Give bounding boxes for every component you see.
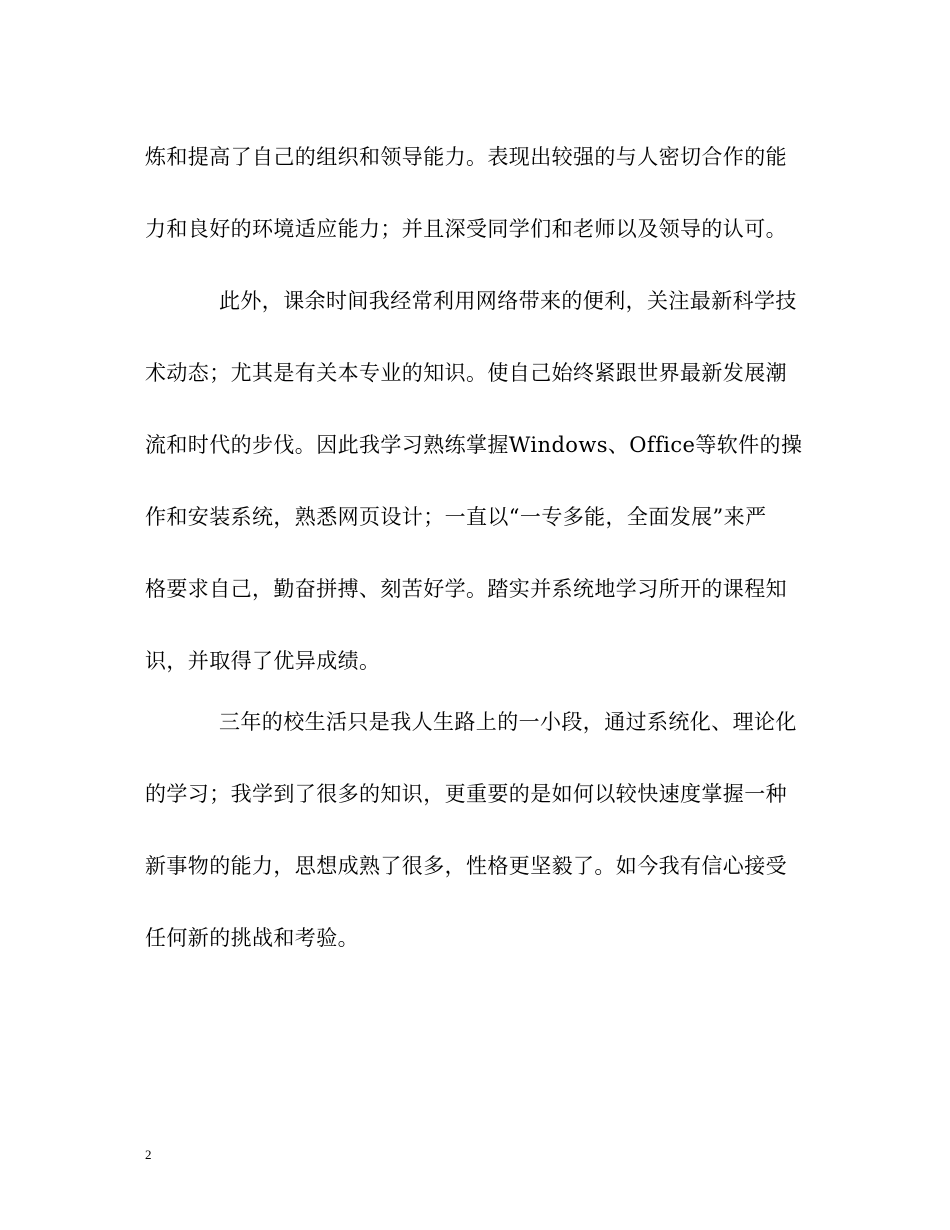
text-line-8: 识，并取得了优异成绩。 [145, 649, 381, 673]
text-line-9: 三年的校生活只是我人生路上的一小段，通过系统化、理论化 [219, 710, 797, 734]
text-line-3: 此外，课余时间我经常利用网络带来的便利，关注最新科学技 [219, 289, 797, 313]
text-line-7: 格要求自己，勤奋拼搏、刻苦好学。踏实并系统地学习所开的课程知 [145, 577, 787, 601]
text-line-6: 作和安装系统，熟悉网页设计；一直以“一专多能，全面发展”来严 [145, 505, 767, 529]
text-line-4: 术动态；尤其是有关本专业的知识。使自己始终紧跟世界最新发展潮 [145, 361, 787, 385]
page-number: 2 [145, 1147, 152, 1162]
text-line-10: 的学习；我学到了很多的知识，更重要的是如何以较快速度掌握一种 [145, 782, 787, 806]
text-line-11: 新事物的能力，思想成熟了很多，性格更坚毅了。如今我有信心接受 [145, 854, 787, 878]
text-line-12: 任何新的挑战和考验。 [145, 926, 359, 950]
text-line-1: 炼和提高了自己的组织和领导能力。表现出较强的与人密切合作的能 [145, 145, 787, 169]
text-line-5: 流和时代的步伐。因此我学习熟练掌握Windows、Office等软件的操 [145, 433, 803, 457]
text-line-2: 力和良好的环境适应能力；并且深受同学们和老师以及领导的认可。 [145, 217, 787, 241]
